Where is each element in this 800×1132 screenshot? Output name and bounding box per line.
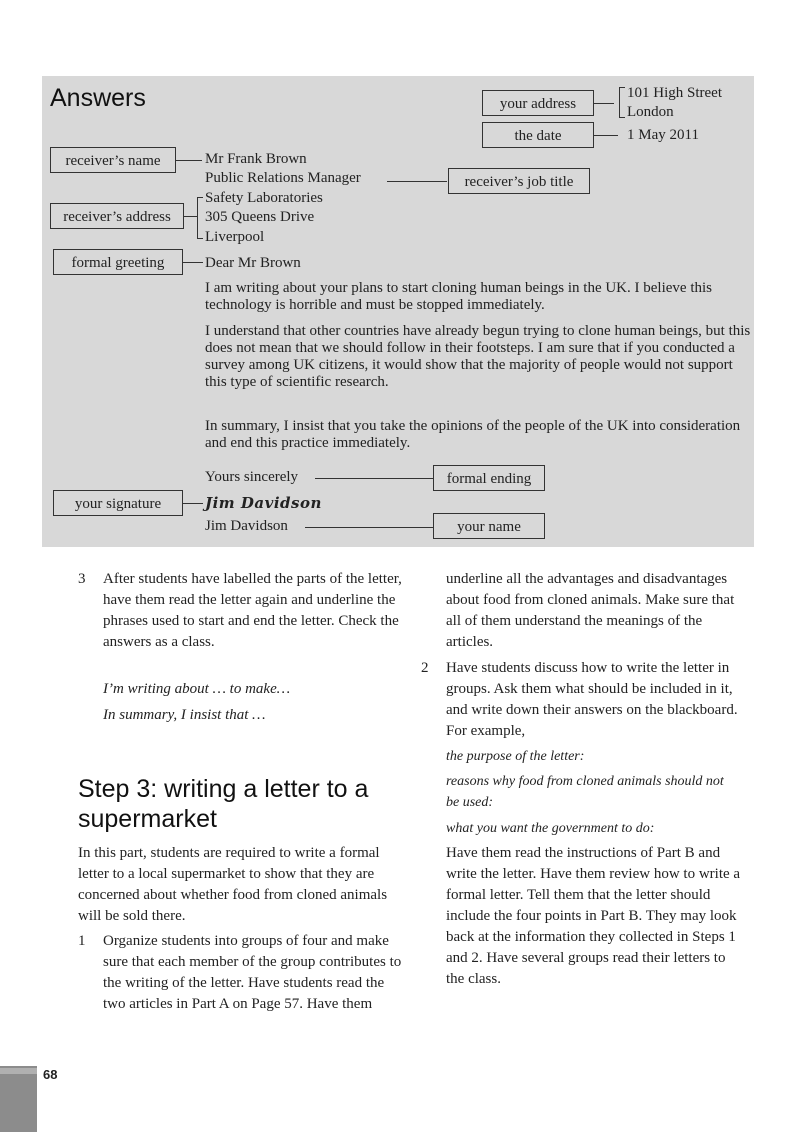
label-receivers-name: receiver’s name xyxy=(50,147,176,173)
connector xyxy=(305,527,433,528)
receiver-address-2: 305 Queens Drive xyxy=(205,209,315,225)
connector xyxy=(183,503,203,504)
bracket-bottom xyxy=(197,238,203,239)
label-formal-greeting: formal greeting xyxy=(53,249,183,275)
bracket xyxy=(619,87,620,118)
label-your-name: your name xyxy=(433,513,545,539)
receiver-name: Mr Frank Brown xyxy=(205,151,307,167)
letter-paragraph-3: In summary, I insist that you take the opinions of the people of the UK into consideration and end this practice immediately. xyxy=(205,418,741,451)
greeting: Dear Mr Brown xyxy=(205,255,301,271)
letter-date: 1 May 2011 xyxy=(627,127,699,143)
bracket-bottom xyxy=(619,117,625,118)
item-3-phrase-2: In summary, I insist that … xyxy=(103,707,266,723)
answers-title: Answers xyxy=(50,84,146,112)
connector xyxy=(176,160,202,161)
bracket-top xyxy=(619,87,625,88)
letter-paragraph-1: I am writing about your plans to start cloning human beings in the UK. I believe this technology is horrible and must be stopped immediately. xyxy=(205,280,712,313)
bracket-top xyxy=(197,197,203,198)
step-heading: Step 3: writing a letter to a supermarket xyxy=(78,775,369,833)
receiver-title: Public Relations Manager xyxy=(205,170,361,186)
item-2-text: Have students discuss how to write the letter in groups. Ask them what should be included in it, and write down their answers on the blackboard. For example, xyxy=(446,660,738,739)
item-3-text: After students have labelled the parts of the letter, have them read the letter again and underline the phrases used to start and end the letter. Check the answers as a class. xyxy=(103,571,402,650)
label-receivers-address: receiver’s address xyxy=(50,203,184,229)
item-number: 2 xyxy=(421,660,429,676)
receiver-address-1: Safety Laboratories xyxy=(205,190,323,206)
item-1-text: Organize students into groups of four and make sure that each member of the group contributes to the writing of the letter. Have students read the two articles in Part A on Page 57. Have them xyxy=(103,933,402,1012)
item-3-phrase-1: I’m writing about … to make… xyxy=(103,681,291,697)
label-your-signature: your signature xyxy=(53,490,183,516)
connector xyxy=(315,478,433,479)
page-tab xyxy=(0,1066,37,1132)
connector xyxy=(184,216,197,217)
connector xyxy=(594,103,614,104)
receiver-address-3: Liverpool xyxy=(205,229,265,245)
page-number: 68 xyxy=(43,1067,58,1082)
label-the-date: the date xyxy=(482,122,594,148)
address-line-1: 101 High Street xyxy=(627,85,722,101)
signature: Jim Davidson xyxy=(205,494,322,512)
step-intro: In this part, students are required to write a formal letter to a local supermarket to show that they are concerned about whether food from cloned animals will be sold there. xyxy=(78,845,388,924)
letter-paragraph-2: I understand that other countries have already begun trying to clone human beings, but this does not mean that we should follow in their footsteps. I am sure that if you conducted a survey among UK citizens, it would show that the majority of people would not support this type of scientific research. xyxy=(205,323,751,390)
connector xyxy=(183,262,203,263)
label-your-address: your address xyxy=(482,90,594,116)
item-number: 1 xyxy=(78,933,86,949)
connector xyxy=(594,135,618,136)
connector xyxy=(387,181,447,182)
bracket xyxy=(197,197,198,238)
final-instructions: Have them read the instructions of Part B and write the letter. Have them review how to write a formal letter. Tell them that the letter should include the four points in Part B. They may look back at the information they collected in Steps 1 and 2. Have several groups read their letters to the class. xyxy=(446,845,741,987)
label-formal-ending: formal ending xyxy=(433,465,545,491)
label-receivers-job-title: receiver’s job title xyxy=(448,168,590,194)
address-line-2: London xyxy=(627,104,674,120)
example-1: the purpose of the letter: xyxy=(446,749,585,764)
sender-name: Jim Davidson xyxy=(205,518,288,534)
closing: Yours sincerely xyxy=(205,469,299,485)
page-tab-stripe xyxy=(0,1068,37,1074)
example-3: what you want the government to do: xyxy=(446,821,655,836)
item-1-continued: underline all the advantages and disadvantages about food from cloned animals. Make sure that all of them understand the meanings of the articles. xyxy=(446,571,735,650)
item-number: 3 xyxy=(78,571,86,587)
example-2: reasons why food from cloned animals should not be used: xyxy=(446,774,724,810)
